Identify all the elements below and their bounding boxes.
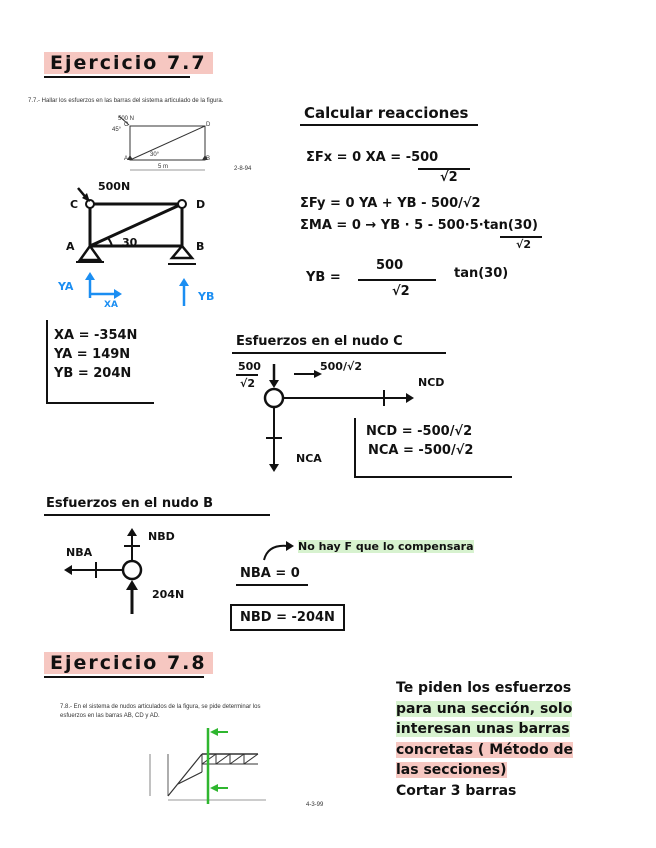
nbd-label: NBD xyxy=(148,530,175,543)
node-b-load-label: 204N xyxy=(152,588,185,601)
node-c-load-num: 500 xyxy=(238,360,261,373)
fig-code-7-7: 2-8-94 xyxy=(234,166,252,172)
printed-figure-7-7 xyxy=(105,112,215,182)
note-line-4: concretas ( Método de xyxy=(396,741,573,758)
heading-underline xyxy=(232,352,446,354)
node-c-load-den: √2 xyxy=(240,377,255,390)
nbd-result-box: NBD = -204N xyxy=(230,604,345,631)
eq-sum-ma-den: √2 xyxy=(516,238,531,251)
fig-label-b: B xyxy=(206,156,211,162)
node-c-arrow-label: 500/√2 xyxy=(320,360,362,373)
ya-label: YA xyxy=(58,280,74,293)
printed-figure-7-8 xyxy=(138,724,278,808)
exercise-7-8-title: Ejercicio 7.8 xyxy=(44,652,213,674)
fig-label-c: C xyxy=(124,122,129,128)
fig-label-d: D xyxy=(206,122,211,128)
problem-statement-7-8-line1: 7.8.- En el sistema de nudos articulados de la figura, se pide determinar los xyxy=(60,704,261,710)
load-label: 500N xyxy=(98,180,131,193)
note-line-6: Cortar 3 barras xyxy=(396,782,517,799)
reactions-result-box xyxy=(46,320,154,404)
problem-statement-7-7: 7.7.- Hallar los esfuerzos en las barras del sistema articulado de la figura. xyxy=(28,98,224,104)
heading-underline xyxy=(300,124,478,126)
nca-label: NCA xyxy=(296,452,322,465)
fraction-bar xyxy=(358,279,436,281)
nba-zero: NBA = 0 xyxy=(240,566,300,581)
node-c-label: C xyxy=(70,198,79,211)
nba-underline xyxy=(236,584,308,586)
eq-yb-rhs: tan(30) xyxy=(454,266,509,281)
node-b-note: No hay F que lo compensara xyxy=(298,540,474,553)
ncd-label: NCD xyxy=(418,376,445,389)
node-c-heading: Esfuerzos en el nudo C xyxy=(236,334,403,349)
fig-angle-45: 45° xyxy=(112,127,122,133)
result-ncd: NCD = -500/√2 xyxy=(366,424,473,439)
node-c-result-box xyxy=(354,418,512,478)
fig-span-label: 5 m xyxy=(158,164,169,170)
method-notes xyxy=(396,678,573,801)
exercise-7-7-title: Ejercicio 7.7 xyxy=(44,52,213,74)
eq-sum-fx: ΣFx = 0 XA = -500 xyxy=(306,150,439,165)
fig-label-a: A xyxy=(124,156,129,162)
node-d xyxy=(178,200,186,208)
result-xa: XA = -354N xyxy=(54,328,138,343)
note-line-2: para una sección, solo xyxy=(396,700,573,717)
problem-statement-7-8-line2: esfuerzos en las barras AB, CD y AD. xyxy=(60,713,160,719)
node-b-heading: Esfuerzos en el nudo B xyxy=(46,496,214,511)
nca-arrow xyxy=(269,464,279,472)
node-c-circle xyxy=(265,389,283,407)
yb-label: YB xyxy=(198,290,215,303)
title-underline xyxy=(44,676,204,678)
heading-underline xyxy=(44,514,270,516)
nbd-arrow xyxy=(127,528,137,536)
result-yb: YB = 204N xyxy=(54,366,132,381)
eq-sum-ma: ΣMA = 0 → YB · 5 - 500·5·tan(30) xyxy=(300,218,538,233)
note-line-3: interesan unas barras xyxy=(396,721,570,737)
note-line-5: las secciones) xyxy=(396,762,507,778)
nba-arrow xyxy=(64,565,72,575)
eq-sum-fx-den: √2 xyxy=(440,170,458,185)
note-line-1: Te piden los esfuerzos xyxy=(396,680,572,696)
fig-code-7-8: 4-3-99 xyxy=(306,802,324,808)
fig-angle-30: 30° xyxy=(150,152,160,158)
angle-label: 30 xyxy=(122,236,138,249)
node-a-label: A xyxy=(66,240,75,253)
note-arrow xyxy=(258,538,298,562)
fig-load-label: 500 N xyxy=(118,116,135,122)
node-b-label: B xyxy=(196,240,205,253)
roller-support-b xyxy=(172,246,192,258)
result-nca: NCA = -500/√2 xyxy=(368,443,474,458)
nba-label: NBA xyxy=(66,546,93,559)
node-b-circle xyxy=(123,561,141,579)
eq-yb-lhs: YB = xyxy=(306,270,341,285)
pin-support-a xyxy=(80,246,100,260)
reactions-heading: Calcular reacciones xyxy=(304,104,469,122)
xa-label: XA xyxy=(104,300,118,310)
result-ya: YA = 149N xyxy=(54,347,131,362)
title-underline xyxy=(44,76,190,78)
eq-sum-fy: ΣFy = 0 YA + YB - 500/√2 xyxy=(300,196,481,211)
eq-yb-den: √2 xyxy=(392,284,410,299)
eq-yb-num: 500 xyxy=(376,258,404,273)
node-c xyxy=(86,200,94,208)
node-d-label: D xyxy=(196,198,206,211)
